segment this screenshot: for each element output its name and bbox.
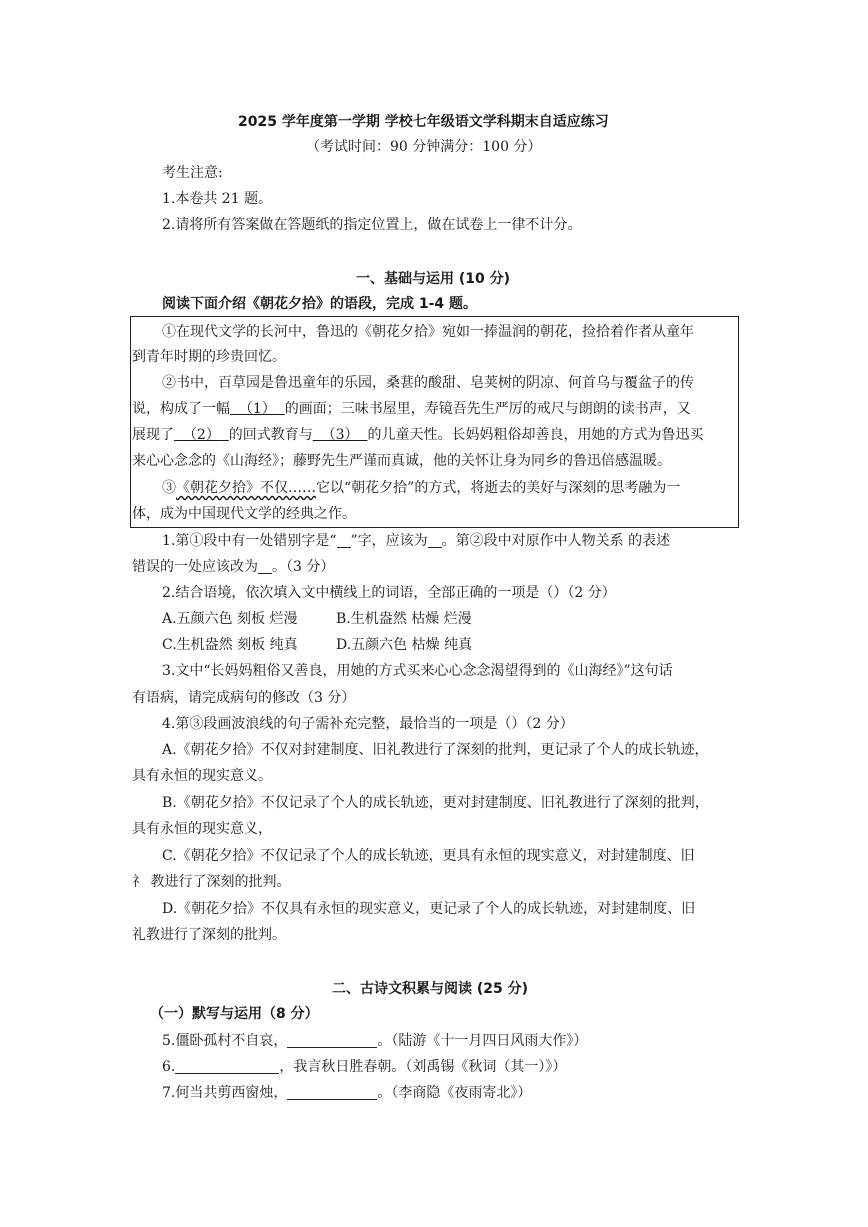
answer-blank [258,559,272,574]
option-b: B.《朝花夕拾》不仅记录了个人的成长轨迹，更对封建制度、旧礼教进行了深刻的批判， [162,795,709,811]
passage-text: ③ [162,480,176,496]
question-3: 3.文中“长妈妈粗俗又善良，用她的方式买来心心念念渴望得到的《山海经》”这句话 [162,663,673,679]
passage-line [132,426,703,444]
option-a: A.五颜六色 刻板 烂漫 [162,611,298,627]
passage-line [162,479,680,497]
passage-text: 展现了 [132,427,174,443]
question-2: 2.结合语境，依次填入文中横线上的词语，全部正确的一项是（）（2 分） [162,585,616,601]
option-d-cont: 礼教进行了深刻的批判。 [132,927,286,943]
option-b-cont: 具有永恒的现实意义， [132,821,272,837]
subsection-heading: （一）默写与运用（8 分） [150,1006,319,1022]
question-4: 4.第③段画波浪线的句子需补充完整，最恰当的一项是（）（2 分） [162,716,574,732]
blank-1: （1） [238,401,276,417]
option-a: A.《朝花夕拾》不仅对封建制度、旧礼教进行了深刻的批判，更记录了个人的成长轨迹， [162,742,709,758]
answer-blank [428,533,442,548]
notice-item: 2.请将所有答案做在答题纸的指定位置上，做在试卷上一律不计分。 [162,217,582,233]
blank-2: （2） [182,427,220,443]
blank-3: （3） [321,427,359,443]
option-c: C.《朝花夕拾》不仅记录了个人的成长轨迹，更具有永恒的现实意义，对封建制度、旧 [162,848,695,864]
exam-title: 2025 学年度第一学期 学校七年级语文学科期末自适应练习 [238,114,609,130]
question-3-cont: 有语病，请完成病句的修改（3 分） [132,690,356,706]
option-c-cont: 礻 教进行了深刻的批判。 [132,874,291,890]
passage-line: ①在现代文学的长河中，鲁迅的《朝花夕拾》宛如一捧温润的朝花，捡拾着作者从童年 [162,324,694,340]
passage-line [132,400,691,418]
option-d: D.《朝花夕拾》不仅具有永恒的现实意义，更记录了个人的成长轨迹，对封建制度、旧 [162,901,696,917]
passage-line: 来心心念念的《山海经》；藤野先生严谨而真诚，他的关怀让身为同乡的鲁迅倍感温暖。 [132,453,671,469]
passage-text: 说，构成了一幅 [132,401,230,417]
passage-text: 的儿童天性。长妈妈粗俗却善良，用她的方式为鲁迅买 [367,427,704,443]
passage-text: 的画面；三味书屋里，寿镜吾先生严厉的戒尺与朗朗的读书声，又 [284,401,691,417]
answer-blank [287,1033,377,1048]
reading-intro: 阅读下面介绍《朝花夕拾》的语段，完成 1-4 题。 [162,296,478,312]
question-7: 7.何当共剪西窗烛， 。（李商隐《夜雨寄北》） [162,1085,532,1101]
answer-blank [175,1059,279,1074]
notice-heading: 考生注意: [162,165,223,181]
question-6: 6. ，我言秋日胜春朝。（刘禹锡《秋词（其一）》） [162,1059,567,1075]
section-heading: 一、基础与运用 (10 分) [356,271,511,287]
passage-line: ②书中，百草园是鲁迅童年的乐园，桑葚的酸甜、皂荚树的阴凉、何首乌与覆盆子的传 [162,375,694,391]
passage-text: 它以“朝花夕拾”的方式，将逝去的美好与深刻的思考融为一 [316,480,681,496]
exam-subtitle: （考试时间：90 分钟满分：100 分） [306,139,542,155]
option-d: D.五颜六色 枯燥 纯真 [336,637,473,653]
answer-blank [337,533,351,548]
section-heading: 二、古诗文积累与阅读 (25 分) [332,981,529,997]
passage-text: 的回式教育与 [228,427,313,443]
option-a-cont: 具有永恒的现实意义。 [132,768,272,784]
option-b: B.生机盎然 枯燥 烂漫 [336,611,472,627]
answer-blank [287,1085,377,1100]
question-5: 5.僵卧孤村不自哀， 。（陆游《十一月四日风雨大作》） [162,1033,588,1049]
notice-item: 1.本卷共 21 题。 [162,191,273,207]
question-1-cont: 错误的一处应该改为 。（3 分） [132,559,335,575]
question-1: 1.第①段中有一处错别字是“ ”字，应该为 。第②段中对原作中人物关系 的表述 [162,533,671,549]
wavy-sentence: 《朝花夕拾》不仅…… [176,480,316,496]
option-c: C.生机盎然 刻板 纯真 [162,637,298,653]
passage-line: 体，成为中国现代文学的经典之作。 [132,506,356,522]
passage-line: 到青年时期的珍贵回忆。 [132,349,286,365]
